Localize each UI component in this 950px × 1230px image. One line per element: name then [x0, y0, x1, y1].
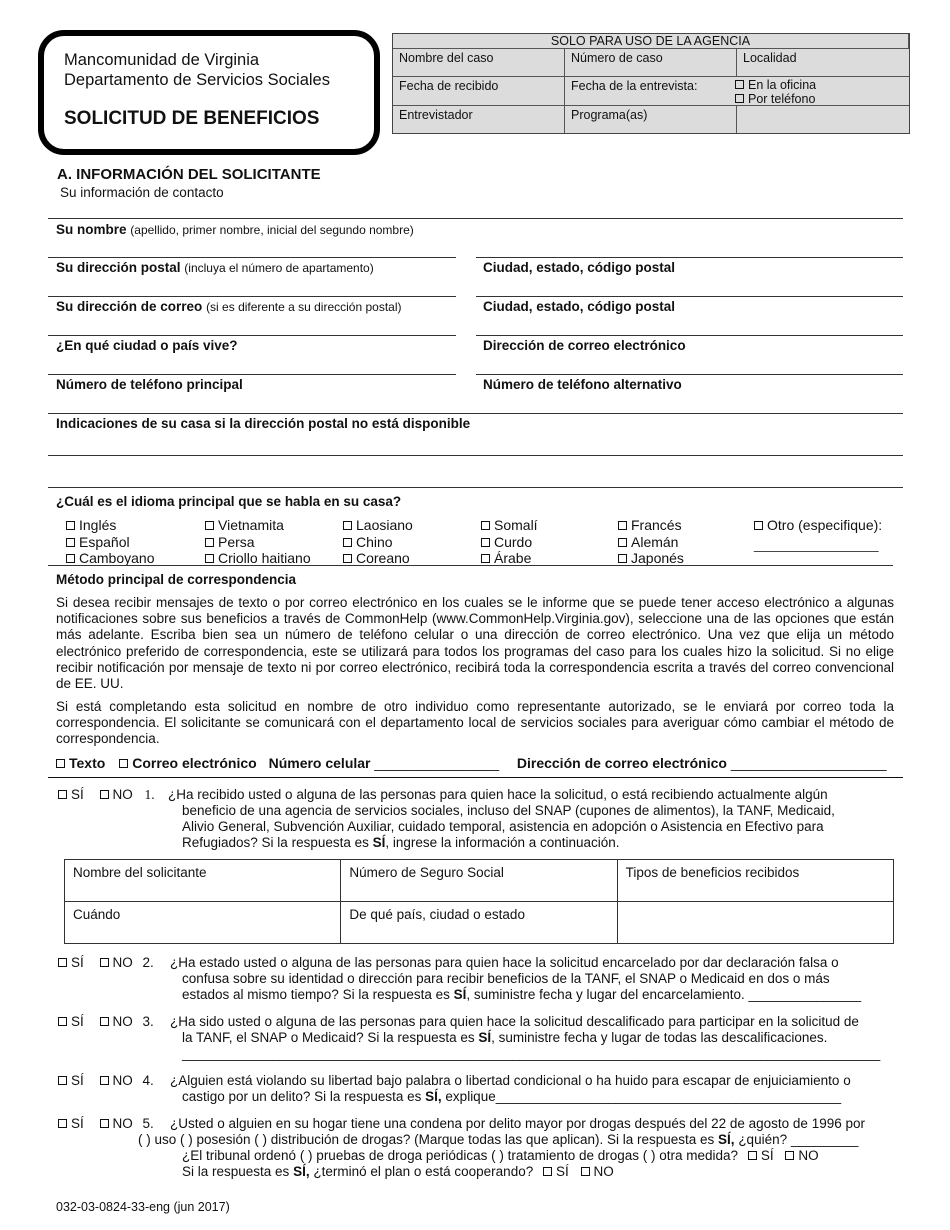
q2-no-checkbox[interactable]: NO — [100, 955, 133, 970]
correspondence-options — [56, 755, 887, 771]
language-option[interactable]: Camboyano — [66, 550, 155, 567]
checkbox-icon — [205, 538, 214, 547]
home-directions-field[interactable]: Indicaciones de su casa si la dirección postal no está disponible — [56, 416, 471, 431]
checkbox-icon — [735, 80, 744, 89]
question-4: ¿Alguien está violando su libertad bajo palabra o libertad condicional o ha huido para escapar de enjuiciamiento o castigo por un delito? Si la respuesta es SÍ, explique______________________________________________ — [170, 1073, 851, 1104]
agency-case-number: Número de caso — [565, 49, 737, 77]
checkbox-icon — [100, 1017, 109, 1026]
language-option[interactable]: Alemán — [618, 534, 684, 551]
main-phone-field[interactable]: Número de teléfono principal — [56, 377, 243, 392]
ssn-cell[interactable]: Número de Seguro Social — [341, 860, 617, 902]
email-field[interactable]: Dirección de correo electrónico — [483, 338, 686, 353]
language-other[interactable]: Otro (especifique): ________________ — [754, 517, 883, 552]
email-option-checkbox[interactable]: Correo electrónico — [119, 755, 256, 771]
q3-no-checkbox[interactable]: NO — [100, 1014, 133, 1029]
language-option[interactable]: Criollo haitiano — [205, 550, 311, 567]
applicant-name-cell[interactable]: Nombre del solicitante — [65, 860, 341, 902]
agency-interview-date: Fecha de la entrevista: En la oficina Por teléfono — [565, 77, 909, 106]
section-a-subheading: Su información de contacto — [60, 185, 224, 200]
language-column-1 — [66, 517, 155, 567]
form-code: 032-03-0824-33-eng (jun 2017) — [56, 1200, 230, 1214]
language-option[interactable]: Chino — [343, 534, 413, 551]
checkbox-icon — [58, 958, 67, 967]
checkbox-icon — [58, 1076, 67, 1085]
q2-yes-checkbox[interactable]: SÍ — [58, 955, 84, 970]
language-option[interactable]: Árabe — [481, 550, 538, 567]
q5-plan-yes-checkbox[interactable]: SÍ — [543, 1164, 569, 1179]
language-option[interactable]: Somalí — [481, 517, 538, 534]
checkbox-icon — [205, 554, 214, 563]
postal-address-field[interactable]: Su dirección postal (incluya el número de apartamento) — [56, 260, 374, 275]
language-option[interactable]: Francés — [618, 517, 684, 534]
checkbox-icon — [205, 521, 214, 530]
q3-yes-checkbox[interactable]: SÍ — [58, 1014, 84, 1029]
q5-plan-no-checkbox[interactable]: NO — [581, 1164, 614, 1179]
question-2-options: SÍ NO 2. — [58, 955, 154, 971]
agency-locality: Localidad — [737, 49, 909, 77]
text-option-checkbox[interactable]: Texto — [56, 755, 105, 771]
checkbox-icon — [618, 521, 627, 530]
correspondence-heading: Método principal de correspondencia — [56, 572, 297, 587]
language-option[interactable]: Español — [66, 534, 155, 551]
checkbox-icon — [66, 521, 75, 530]
in-office-checkbox[interactable]: En la oficina — [735, 78, 816, 92]
q5-no-checkbox[interactable]: NO — [100, 1116, 133, 1131]
title-box — [38, 30, 380, 155]
q1-no-checkbox[interactable]: NO — [100, 787, 133, 802]
table-row — [65, 902, 894, 944]
checkbox-icon — [785, 1151, 794, 1160]
checkbox-icon — [754, 521, 763, 530]
by-phone-checkbox[interactable]: Por teléfono — [735, 92, 816, 106]
checkbox-icon — [343, 521, 352, 530]
language-option[interactable]: Curdo — [481, 534, 538, 551]
checkbox-icon — [481, 554, 490, 563]
language-option[interactable]: Laosiano — [343, 517, 413, 534]
language-option[interactable]: Persa — [205, 534, 311, 551]
section-a-heading: A. INFORMACIÓN DEL SOLICITANTE — [57, 166, 321, 183]
agency-date-received: Fecha de recibido — [393, 77, 565, 106]
q5-court-yes-checkbox[interactable]: SÍ — [748, 1148, 774, 1163]
question-3: ¿Ha sido usted o alguna de las personas para quien hace la solicitud descalificado para participar en la solicitud de la TANF, el SNAP o Medicaid? Si la respuesta es SÍ, suministre fecha y lugar de todas las descalificaciones. _____________________________________________________________________________________________ — [170, 1014, 881, 1061]
correspondence-email-field[interactable]: Dirección de correo electrónico ____________________ — [516, 755, 887, 771]
agency-use-box — [392, 33, 910, 134]
mailing-address-field[interactable]: Su dirección de correo (si es diferente a su dirección postal) — [56, 299, 402, 314]
checkbox-icon — [481, 521, 490, 530]
language-option[interactable]: Vietnamita — [205, 517, 311, 534]
benefit-types-cell[interactable]: Tipos de beneficios recibidos — [617, 860, 893, 902]
checkbox-icon — [748, 1151, 757, 1160]
city-country-field[interactable]: ¿En qué ciudad o país vive? — [56, 338, 238, 353]
checkbox-icon — [66, 538, 75, 547]
form-title: SOLICITUD DE BENEFICIOS — [64, 108, 320, 129]
q4-yes-checkbox[interactable]: SÍ — [58, 1073, 84, 1088]
checkbox-icon — [119, 759, 128, 768]
agency-title: SOLO PARA USO DE LA AGENCIA — [393, 34, 909, 49]
language-column-2 — [205, 517, 311, 567]
q4-no-checkbox[interactable]: NO — [100, 1073, 133, 1088]
checkbox-icon — [618, 538, 627, 547]
name-field[interactable]: Su nombre (apellido, primer nombre, inicial del segundo nombre) — [56, 222, 414, 237]
where-cell[interactable]: De qué país, ciudad o estado — [341, 902, 617, 944]
when-cell[interactable]: Cuándo — [65, 902, 341, 944]
language-option[interactable]: Inglés — [66, 517, 155, 534]
q3-answer-line[interactable]: _____________________________________________________________________________________________ — [182, 1046, 881, 1061]
language-column-5 — [618, 517, 684, 567]
checkbox-icon — [581, 1167, 590, 1176]
benefits-table — [64, 859, 894, 944]
question-1-options: SÍ NO 1. — [58, 787, 155, 803]
checkbox-icon — [100, 1076, 109, 1085]
q5-court-no-checkbox[interactable]: NO — [785, 1148, 818, 1163]
language-column-3 — [343, 517, 413, 567]
agency-case-name: Nombre del caso — [393, 49, 565, 77]
alt-phone-field[interactable]: Número de teléfono alternativo — [483, 377, 682, 392]
question-4-options: SÍ NO 4. — [58, 1073, 154, 1089]
checkbox-icon — [66, 554, 75, 563]
checkbox-icon — [343, 554, 352, 563]
q5-yes-checkbox[interactable]: SÍ — [58, 1116, 84, 1131]
language-option[interactable]: Coreano — [343, 550, 413, 567]
checkbox-icon — [58, 790, 67, 799]
checkbox-icon — [100, 790, 109, 799]
agency-empty — [737, 106, 909, 133]
language-question: ¿Cuál es el idioma principal que se habla en su casa? — [56, 494, 402, 509]
city-state-zip-field[interactable]: Ciudad, estado, código postal — [483, 260, 676, 275]
checkbox-icon — [343, 538, 352, 547]
language-column-4 — [481, 517, 538, 567]
city-state-zip-field-2[interactable]: Ciudad, estado, código postal — [483, 299, 676, 314]
question-2: ¿Ha estado usted o alguna de las personas para quien hace la solicitud encarcelado por dar declaración falsa o confusa sobre su identidad o dirección para recibir beneficios de la TANF, el SNAP o Medicaid en dos o más estados al mismo tiempo? Si la respuesta es SÍ, suministre fecha y lugar del encarcelamiento. _______________ — [170, 955, 862, 1002]
checkbox-icon — [58, 1119, 67, 1128]
question-5: ¿Usted o alguien en su hogar tiene una condena por delito mayor por drogas después del 22 de agosto de 1996 por ( ) uso ( ) posesión ( ) distribución de drogas? (Marque todas las que aplican). Si la respuesta es SÍ, ¿quién? _________ ¿El tribunal ordenó ( ) pruebas de droga periódicas ( ) tratamiento de drogas ( ) otra medida? SÍ NO Si la respuesta es SÍ, ¿terminó el plan o está cooperando? SÍ NO — [138, 1116, 865, 1179]
checkbox-icon — [543, 1167, 552, 1176]
question-5-options: SÍ NO 5. — [58, 1116, 154, 1132]
checkbox-icon — [58, 1017, 67, 1026]
question-3-options: SÍ NO 3. — [58, 1014, 154, 1030]
correspondence-paragraph-1: Si desea recibir mensajes de texto o por correo electrónico en los cuales se le informe que se puede tener acceso electrónico a algunas notificaciones sobre sus beneficios a través de CommonHelp (www.CommonHelp.Virginia.gov), seleccione una de las opciones que están más adelante. Escriba bien sea un número de teléfono celular o una dirección de correo electrónico. Una vez que elija un método electrónico preferido de correspondencia, este se utilizará para todos los programas del caso para los cuales hizo la solicitud. Si no elige recibir notificación por mensaje de texto ni por correo electrónico, recibirá toda la correspondencia escrita a través del correo convencional de EE. UU. — [56, 595, 894, 692]
agency-interviewer: Entrevistador — [393, 106, 565, 133]
checkbox-icon — [100, 1119, 109, 1128]
correspondence-paragraph-2: Si está completando esta solicitud en nombre de otro individuo como representante autorizado, se le enviará por correo toda la correspondencia. El solicitante se comunicará con el departamento local de servicios sociales para averiguar cómo cambiar el método de correspondencia. — [56, 699, 894, 747]
checkbox-icon — [618, 554, 627, 563]
organization-name: Mancomunidad de Virginia Departamento de Servicios Sociales — [64, 51, 330, 89]
question-1: ¿Ha recibido usted o alguna de las personas para quien hace la solicitud, o está recibiendo actualmente algún beneficio de una agencia de servicios sociales, incluso del SNAP (cupones de alimentos), la TANF, Medicaid, Alivio General, Subvención Auxiliar, cuidado temporal, asistencia en adopción o Asistencia en Efectivo para Refugiados? Si la respuesta es SÍ, ingrese la información a continuación. — [168, 787, 835, 850]
checkbox-icon — [100, 958, 109, 967]
table-row — [65, 860, 894, 902]
checkbox-icon — [481, 538, 490, 547]
cell-number-field[interactable]: Número celular ________________ — [268, 755, 499, 771]
checkbox-icon — [56, 759, 65, 768]
q1-yes-checkbox[interactable]: SÍ — [58, 787, 84, 802]
agency-programs: Programa(as) — [565, 106, 737, 133]
empty-cell[interactable] — [617, 902, 893, 944]
checkbox-icon — [735, 94, 744, 103]
language-option[interactable]: Japonés — [618, 550, 684, 567]
other-language-blank[interactable]: ________________ — [754, 535, 879, 552]
